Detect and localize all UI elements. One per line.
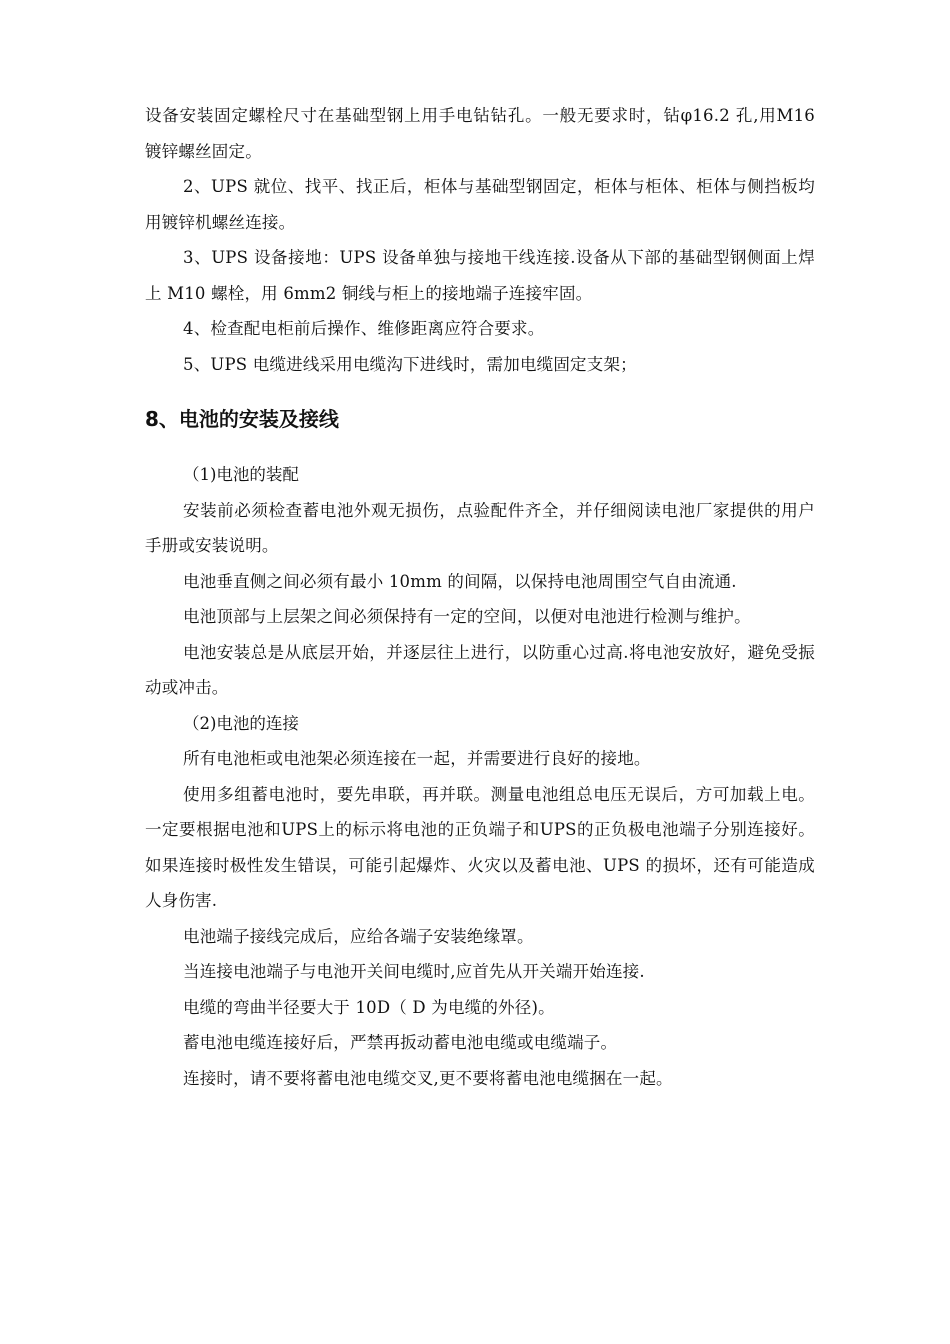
paragraph-connection-bend-radius: 电缆的弯曲半径要大于 10D（ D 为电缆的外径)。 [183,997,555,1017]
page-content [145,98,815,1096]
paragraph-ups-grounding: 3、UPS 设备接地：UPS 设备单独与接地干线连接.设备从下部的基础型钢侧面上焊上 M10 螺栓，用 6mm2 铜线与柜上的接地端子连接牢固。 [145,248,815,303]
paragraph-assembly-order: 电池安装总是从底层开始，并逐层往上进行，以防重心过高.将电池安放好，避免受振动或冲击。 [145,642,815,697]
paragraph-connection-switch-end: 当连接电池端子与电池开关间电缆时,应首先从开关端开始连接. [183,962,645,981]
paragraph-assembly-spacing: 电池垂直侧之间必须有最小 10mm 的间隔，以保持电池周围空气自由流通. [183,571,737,591]
paragraph-connection-grounding: 所有电池柜或电池架必须连接在一起，并需要进行良好的接地。 [183,749,651,768]
paragraph-connection-insulation: 电池端子接线完成后，应给各端子安装绝缘罩。 [183,926,534,946]
paragraph-distance-check: 4、检查配电柜前后操作、维修距离应符合要求。 [183,319,545,338]
paragraph-connection-no-move: 蓄电池电缆连接好后，严禁再扳动蓄电池电缆或电缆端子。 [183,1033,618,1052]
subsection-battery-assembly [145,457,815,706]
paragraph-assembly-top-space: 电池顶部与上层架之间必须保持有一定的空间，以便对电池进行检测与维护。 [183,607,751,626]
subsection-battery-connection [145,706,815,1097]
paragraph-assembly-inspection: 安装前必须检查蓄电池外观无损伤，点验配件齐全，并仔细阅读电池厂家提供的用户手册或安装说明。 [145,500,815,555]
subsection-title-assembly: （1)电池的装配 [183,465,299,484]
subsection-title-connection: （2)电池的连接 [183,713,299,733]
paragraph-connection-no-cross: 连接时，请不要将蓄电池电缆交叉,更不要将蓄电池电缆捆在一起。 [183,1068,673,1088]
paragraph-ups-positioning: 2、UPS 就位、找平、找正后，柜体与基础型钢固定，柜体与柜体、柜体与侧挡板均用镀锌机螺丝连接。 [145,177,815,232]
paragraph-cable-support: 5、UPS 电缆进线采用电缆沟下进线时，需加电缆固定支架； [183,354,637,374]
paragraph-bolt-drilling: 设备安装固定螺栓尺寸在基础型钢上用手电钻钻孔。一般无要求时，钻φ16.2 孔,用M16 镀锌螺丝固定。 [145,106,815,161]
paragraph-connection-series-parallel: 使用多组蓄电池时，要先串联，再并联。测量电池组总电压无误后，方可加载上电。一定要根据电池和UPS上的标示将电池的正负端子和UPS的正负极电池端子分别连接好。如果连接时极性发生错误，可能引起爆炸、火灾以及蓄电池、UPS 的损坏，还有可能造成人身伤害. [145,784,815,910]
section-heading-battery: 8、电池的安装及接线 [145,407,339,431]
